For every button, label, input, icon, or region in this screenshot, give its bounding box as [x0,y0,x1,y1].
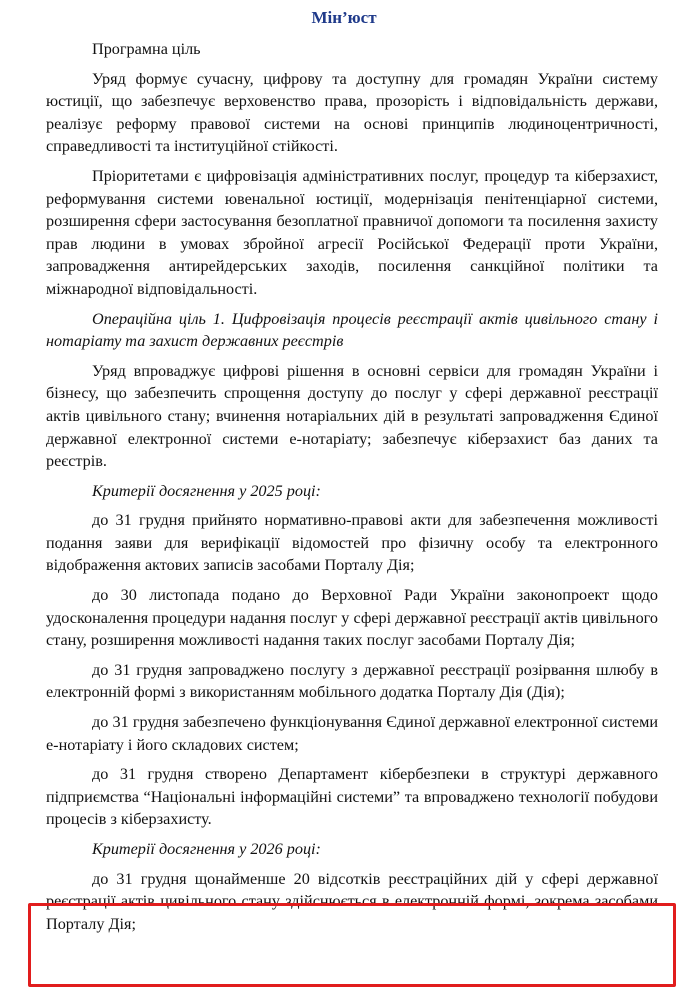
ministry-heading: Мін’юст [311,8,377,27]
program-goal-paragraph: Уряд формує сучасну, цифрову та доступну для громадян України систему юстиції, що забезпечує верховенство права, прозорість і відповідальність держави, реалізує реформу правової системи на основі принципів людиноцентричності, справедливості та інституційної стійкості. [46,69,658,156]
document-body [46,38,658,942]
priorities-paragraph: Пріоритетами є цифровізація адміністративних послуг, процедур та кіберзахист, реформування системи ювенальної юстиції, модернізація пенітенціарної системи, розширення сфери застосування безоплатної правничої допомоги та посилення захисту прав людини в умовах збройної агресії Російської Федерації проти України, запровадження антирейдерських заходів, посилення санкційної політики та міжнародної відповідальності. [46,166,658,298]
criterion-2025-item: до 31 грудня створено Департамент кібербезпеки в структурі державного підприємства “Національні інформаційні системи” та впроваджено технології побудови процесів з кіберзахисту. [46,765,658,829]
highlight-box [28,903,676,987]
criterion-2025-item: до 30 листопада подано до Верховної Ради України законопроект щодо удосконалення процедури надання послуг у сфері державної реєстрації актів цивільного стану, розширення можливості надання таких послуг засобами Порталу Дія; [46,586,658,650]
criteria-2026-heading: Критерії досягнення у 2026 році: [92,840,321,858]
operational-goal-heading: Операційна ціль 1. Цифровізація процесів реєстрації актів цивільного стану і нотаріату та захист державних реєстрів [46,309,658,351]
operational-goal-paragraph: Уряд впроваджує цифрові рішення в основні сервіси для громадян України і бізнесу, що забезпечить спрощення доступу до послуг у сфері державної реєстрації актів цивільного стану; вчинення нотаріальних дій в результаті запровадження Єдиної державної електронної системи е-нотаріату; забезпечує кіберзахист баз даних та реєстрів. [46,361,658,471]
program-goal-label: Програмна ціль [92,40,201,58]
criterion-2025-item: до 31 грудня прийнято нормативно-правові акти для забезпечення можливості подання заяви для верифікації відомостей про фізичну особу та електронного відображення актових записів засобами Порталу Дія; [46,511,658,575]
criteria-2025-heading: Критерії досягнення у 2025 році: [92,481,321,500]
criterion-2025-item: до 31 грудня забезпечено функціонування Єдиної державної електронної системи е-нотаріату і його складових систем; [46,713,658,754]
criterion-2025-item: до 31 грудня запроваджено послугу з державної реєстрації розірвання шлюбу в електронній формі з використанням мобільного додатка Порталу Дія (Дія); [46,660,658,702]
criterion-2026-item: до 31 грудня щонайменше 20 відсотків реєстраційних дій у сфері державної реєстрації актів цивільного стану здійснюється в електронній формі, зокрема засобами Порталу Дія; [46,869,658,933]
